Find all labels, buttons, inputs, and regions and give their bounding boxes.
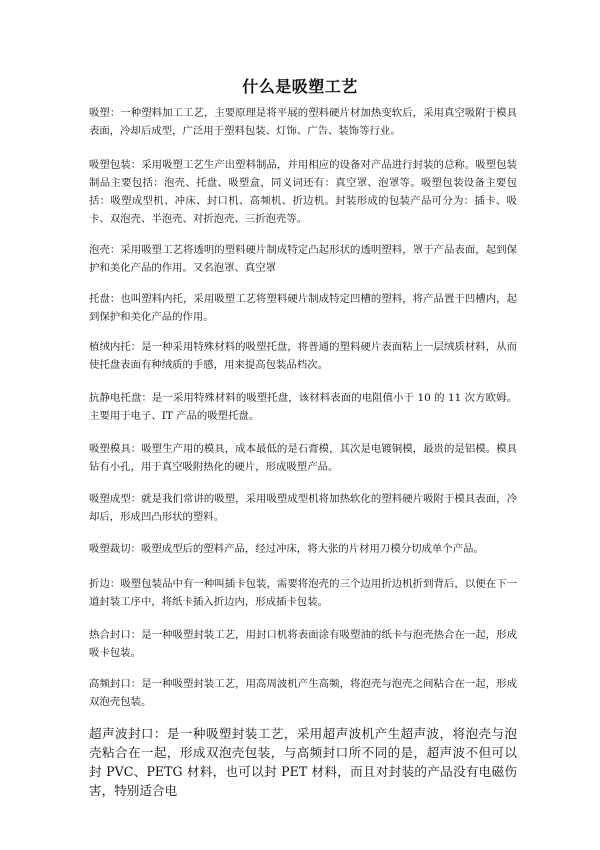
paragraph-xisu: 吸塑：一种塑料加工工艺，主要原理是将平展的塑料硬片材加热变软后，采用真空吸附于模具表面，冷却后成型，广泛用于塑料包装、灯饰、广告、装饰等行业。 [89, 107, 517, 137]
paragraph-tray: 托盘：也叫塑料内托，采用吸塑工艺将塑料硬片制成特定凹槽的塑料，将产品置于凹槽内，起到保护和美化产品的作用。 [89, 293, 517, 323]
paragraph-hf-sealing: 高频封口：是一种吸塑封装工艺，用高周波机产生高频，将泡壳与泡壳之间粘合在一起，形成双泡壳包装。 [89, 678, 517, 708]
paragraph-cutting: 吸塑裁切：吸塑成型后的塑料产品，经过冲床，将大张的片材用刀模分切成单个产品。 [89, 543, 484, 555]
paragraph-forming: 吸塑成型：就是我们常讲的吸塑，采用吸塑成型机将加热软化的塑料硬片吸附于模具表面，冷却后，形成凹凸形状的塑料。 [89, 493, 517, 523]
paragraph-ultrasonic-sealing: 超声波封口：是一种吸塑封装工艺，采用超声波机产生超声波，将泡壳与泡壳粘合在一起，形成双泡壳包装，与高频封口所不同的是，超声波不但可以封 PVC、PETG 材料，也可以封 PET 材料，而且对封装的产品没有电磁伤害，特别适合电 [89, 726, 517, 798]
paragraph-antistatic-tray: 抗静电托盘：是一采用特殊材料的吸塑托盘，该材料表面的电阻值小于 10 的 11 次方欧姆。主要用于电子、IT 产品的吸塑托盘。 [89, 392, 517, 422]
paragraph-folding: 折边：吸塑包装品中有一种叫插卡包装，需要将泡壳的三个边用折边机折到背后，以便在下一道封装工序中，将纸卡插入折边内，形成插卡包装。 [89, 578, 517, 608]
paragraph-heat-sealing: 热合封口：是一种吸塑封装工艺，用封口机将表面涂有吸塑油的纸卡与泡壳热合在一起，形成吸卡包装。 [89, 629, 517, 659]
page-title: 什么是吸塑工艺 [242, 77, 358, 96]
paragraph-xisu-packaging: 吸塑包装：采用吸塑工艺生产出塑料制品，并用相应的设备对产品进行封装的总称。吸塑包装制品主要包括：泡壳、托盘、吸塑盒，同义词还有：真空罩、泡罩等。吸塑包装设备主要包括：吸塑成型机、冲床、封口机、高频机、折边机。封装形成的包装产品可分为：插卡、吸卡、双泡壳、半泡壳、对折泡壳、三折泡壳等。 [89, 159, 517, 225]
paragraph-blister: 泡壳：采用吸塑工艺将透明的塑料硬片制成特定凸起形状的透明塑料，罩于产品表面，起到保护和美化产品的作用。又名泡罩、真空罩 [89, 244, 517, 274]
paragraph-mold: 吸塑模具：吸塑生产用的模具，成本最低的是石膏模，其次是电镀铜模，最贵的是铝模。模具钻有小孔，用于真空吸附热化的硬片，形成吸塑产品。 [89, 443, 517, 473]
paragraph-flocked-tray: 植绒内托：是一种采用特殊材料的吸塑托盘，将普通的塑料硬片表面粘上一层绒质材料，从而使托盘表面有种绒质的手感，用来提高包装品档次。 [89, 341, 517, 371]
